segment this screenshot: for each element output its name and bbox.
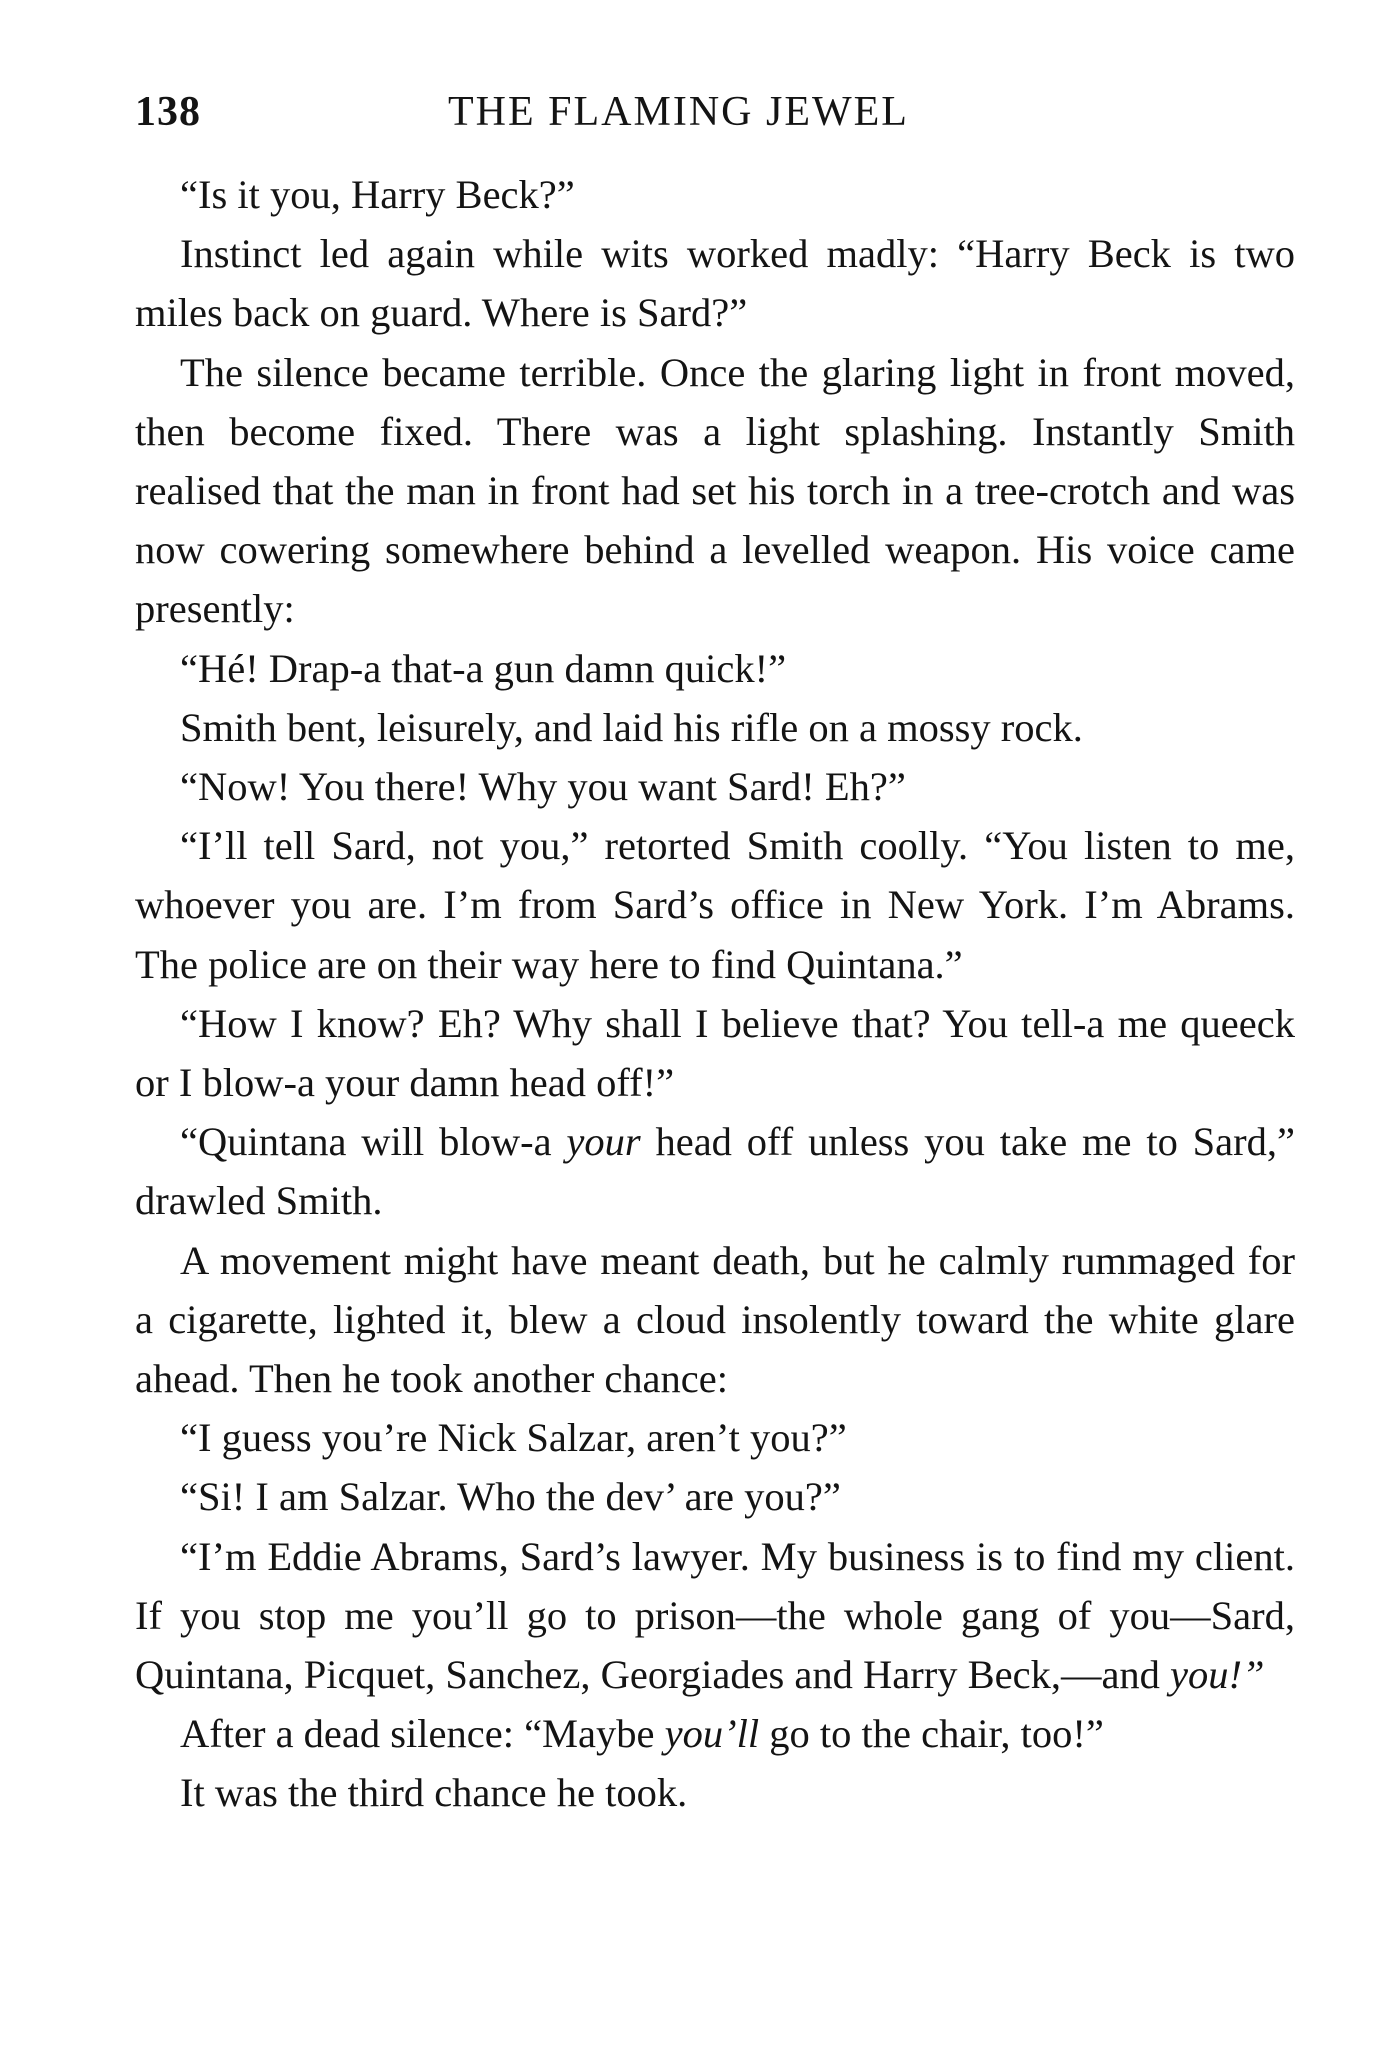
paragraph: The silence became terrible. Once the glaring light in front moved, then become fixed. There was a light splashing. Instantly Smith realised that the man in front had set his torch in a tree-crotch and was now cowering somewhere behind a levelled weapon. His voice came presently: bbox=[135, 349, 1295, 632]
page-number: 138 bbox=[135, 89, 201, 135]
body-text bbox=[135, 165, 1295, 1823]
emphasis-text: your bbox=[566, 1119, 641, 1165]
paragraph: “Now! You there! Why you want Sard! Eh?” bbox=[180, 764, 906, 810]
emphasis-text: you’ll bbox=[664, 1711, 760, 1757]
paragraph bbox=[135, 1704, 1295, 1763]
paragraph: “Si! I am Salzar. Who the dev’ are you?” bbox=[180, 1474, 841, 1520]
paragraph: “How I know? Eh? Why shall I believe that? You tell-a me queeck or I blow-a your damn head off!” bbox=[135, 1000, 1295, 1106]
page-header bbox=[135, 88, 1295, 148]
paragraph: “Hé! Drap-a that-a gun damn quick!” bbox=[180, 645, 787, 691]
running-title: THE FLAMING JEWEL bbox=[448, 89, 909, 135]
paragraph-text: head off unless you take me to Sard,” drawled Smith. bbox=[135, 1119, 1295, 1224]
paragraph: “I guess you’re Nick Salzar, aren’t you?” bbox=[180, 1415, 847, 1461]
paragraph: Instinct led again while wits worked madly: “Harry Beck is two miles back on guard. Where is Sard?” bbox=[135, 231, 1295, 336]
paragraph: Smith bent, leisurely, and laid his rifle on a mossy rock. bbox=[180, 704, 1083, 750]
paragraph: It was the third chance he took. bbox=[180, 1770, 688, 1816]
paragraph bbox=[135, 1112, 1295, 1230]
paragraph: “Is it you, Harry Beck?” bbox=[180, 172, 575, 217]
paragraph bbox=[135, 1527, 1295, 1705]
paragraph: “I’ll tell Sard, not you,” retorted Smith coolly. “You listen to me, whoever you are. I’m from Sard’s office in New York. I’m Abrams. The police are on their way here to find Quintana.” bbox=[135, 823, 1295, 987]
paragraph: A movement might have meant death, but he calmly rummaged for a cigarette, lighted it, blew a cloud insolently toward the white glare ahead. Then he took another chance: bbox=[135, 1237, 1295, 1402]
paragraph-text: “Quintana will blow-a bbox=[180, 1119, 567, 1165]
paragraph-text: go to the chair, too!” bbox=[759, 1711, 1104, 1757]
paragraph-text: “I’m Eddie Abrams, Sard’s lawyer. My business is to find my client. If you stop me you’ll go to prison—the whole gang of you—Sard, Quintana, Picquet, Sanchez, Georgiades and Harry Beck,—and bbox=[135, 1533, 1295, 1698]
emphasis-text: you!” bbox=[1170, 1652, 1265, 1698]
paragraph-text: After a dead silence: “Maybe bbox=[180, 1711, 665, 1757]
